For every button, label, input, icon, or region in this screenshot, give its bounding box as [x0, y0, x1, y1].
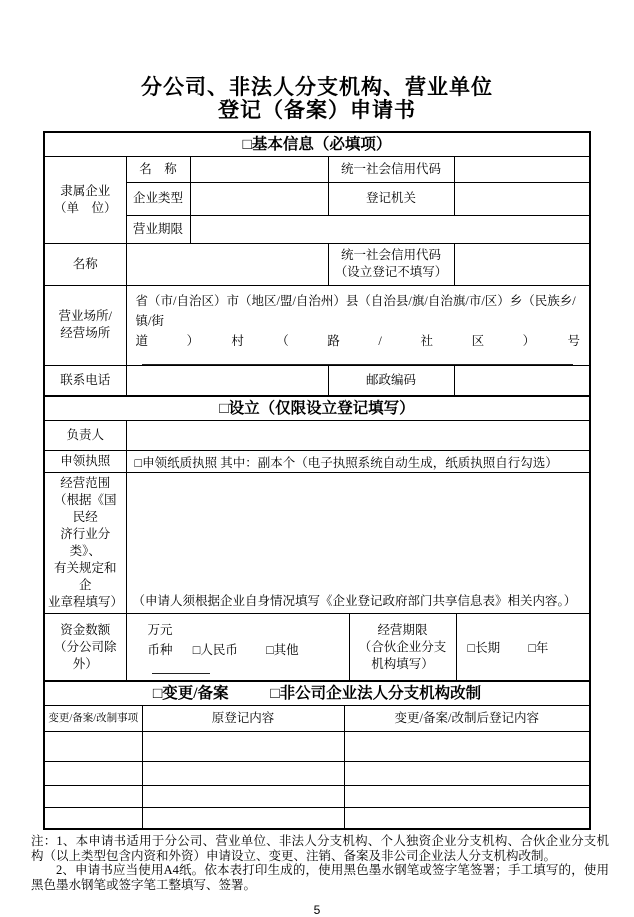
currency-rmb-checkbox[interactable]: □ — [192, 643, 201, 657]
premises-label-cell — [45, 285, 126, 365]
page-number: 5 — [313, 903, 321, 917]
premises-label-line2: 经营场所 — [60, 326, 111, 340]
branch-uscc-label-cell — [328, 243, 454, 285]
term-label-line1: 经营期限 — [377, 622, 428, 637]
branch-uscc-label-line2: （设立登记不填写） — [334, 265, 448, 279]
basic-section-label: 基本信息（必填项） — [251, 136, 392, 153]
parent-type-label: 企业类型 — [126, 182, 190, 215]
form-title — [0, 0, 634, 122]
change-section-label: 变更/备案 — [162, 685, 229, 702]
branch-uscc-field[interactable] — [454, 243, 589, 285]
change-row4-original-field[interactable] — [142, 807, 344, 828]
business-scope-field[interactable] — [126, 473, 589, 614]
form-title-line1: 分公司、非法人分支机构、营业单位 — [141, 75, 493, 99]
parent-enterprise-label-line1: 隶属企业 — [60, 183, 111, 198]
restructure-section-label: 非公司企业法人分支机构改制 — [279, 685, 482, 702]
premises-blank-line[interactable] — [142, 351, 573, 365]
change-row2-after-field[interactable] — [344, 761, 589, 785]
change-row3-item-field[interactable] — [45, 785, 142, 807]
form-title-line2: 登记（备案）申请书 — [218, 98, 416, 122]
scope-label-line3: 济行业分类》、 — [60, 527, 111, 558]
change-col-item-header: 变更/备案/改制事项 — [45, 706, 142, 731]
parent-enterprise-label-line2: （单 位） — [53, 200, 117, 215]
term-year-checkbox[interactable]: □ — [528, 641, 536, 655]
note-line2: 2、申请书应当使用A4纸。依本表打印生成的，使用黑色墨水钢笔或签字笔签署；手工填写的，使用黑色墨水钢笔或签字笔工整填写、签署。 — [31, 863, 609, 892]
premises-template-line2: 道 ） 村 （ 路 / 社 区 ） 号 — [135, 333, 580, 348]
currency-other-label: 其他 — [273, 643, 299, 657]
change-row3-original-field[interactable] — [142, 785, 344, 807]
currency-other-checkbox[interactable]: □ — [266, 643, 274, 657]
note-line1: 注：1、本申请书适用于分公司、营业单位、非法人分支机构、个人独资企业分支机构、合伙企业分支机构（以上类型包含内资和外资）申请设立、变更、注销、备案及非公司企业法人分支机构改制。 — [31, 834, 609, 863]
currency-other-blank[interactable] — [152, 662, 210, 674]
capital-label-line1: 资金数额 — [60, 622, 111, 637]
restructure-section-checkbox[interactable]: □ — [270, 685, 280, 702]
establish-table — [45, 421, 589, 682]
registration-authority-label: 登记机关 — [328, 182, 454, 215]
capital-label-cell — [45, 614, 126, 681]
parent-name-field[interactable] — [190, 157, 328, 182]
operating-term-options-cell — [456, 614, 589, 681]
license-label: 申领执照 — [45, 451, 126, 473]
registration-authority-field[interactable] — [454, 182, 589, 215]
paper-license-text: 申领纸质执照 其中：副本个（电子执照系统自动生成，纸质执照自行勾选） — [142, 455, 558, 470]
scope-label-line1: 经营范围 — [60, 476, 111, 490]
change-row4-after-field[interactable] — [344, 807, 589, 828]
business-term-field[interactable] — [190, 215, 589, 243]
license-option-cell — [126, 451, 589, 473]
change-section-checkbox[interactable]: □ — [152, 685, 163, 702]
change-row4-item-field[interactable] — [45, 807, 142, 828]
section-establish-header — [45, 396, 589, 421]
branch-uscc-label-line1: 统一社会信用代码 — [340, 248, 441, 262]
currency-rmb-label: 人民币 — [200, 643, 238, 657]
change-col-after-header: 变更/备案/改制后登记内容 — [344, 706, 589, 731]
parent-name-label: 名 称 — [126, 157, 190, 182]
branch-name-field[interactable] — [126, 243, 328, 285]
application-form-table — [43, 131, 591, 830]
branch-name-label: 名称 — [45, 243, 126, 285]
change-row1-original-field[interactable] — [142, 731, 344, 761]
form-notes — [31, 834, 609, 892]
establish-section-checkbox[interactable]: □ — [219, 399, 229, 417]
term-label-line2: （合伙企业分支 — [358, 639, 447, 654]
change-row2-item-field[interactable] — [45, 761, 142, 785]
change-row1-after-field[interactable] — [344, 731, 589, 761]
business-scope-note: （申请人须根据企业自身情况填写《企业登记政府部门共享信息表》相关内容。） — [132, 594, 577, 608]
section-basic-header — [45, 133, 589, 157]
premises-label-line1: 营业场所/ — [58, 309, 112, 323]
change-row1-item-field[interactable] — [45, 731, 142, 761]
parent-type-field[interactable] — [190, 182, 328, 215]
scope-label-line5: 业章程填写） — [48, 595, 124, 609]
currency-row — [148, 640, 349, 680]
paper-license-checkbox[interactable]: □ — [134, 455, 143, 470]
phone-label: 联系电话 — [45, 365, 126, 395]
phone-field[interactable] — [126, 365, 328, 395]
capital-unit-label: 万元 — [147, 623, 173, 637]
change-col-original-header: 原登记内容 — [142, 706, 344, 731]
principal-label: 负责人 — [45, 421, 126, 451]
business-term-label: 营业期限 — [126, 215, 190, 243]
term-label-line3: 机构填写） — [371, 656, 434, 671]
operating-term-label-cell — [349, 614, 456, 681]
postal-code-label: 邮政编码 — [328, 365, 454, 395]
postal-code-field[interactable] — [454, 365, 589, 395]
establish-section-label: 设立（仅限设立登记填写） — [228, 399, 415, 417]
term-year-label: 年 — [535, 641, 549, 655]
capital-field-cell[interactable] — [126, 614, 349, 681]
currency-label: 币种 — [147, 643, 173, 657]
parent-uscc-field[interactable] — [454, 157, 589, 182]
premises-field[interactable] — [126, 285, 589, 365]
parent-enterprise-label-cell — [45, 157, 126, 243]
premises-template-line1: 省（市/自治区）市（地区/盟/自治州）县（自治县/旗/自治旗/市/区）乡（民族乡/镇/街 — [135, 293, 576, 328]
capital-label-line2: （分公司除外） — [53, 639, 117, 671]
parent-uscc-label: 统一社会信用代码 — [328, 157, 454, 182]
scope-label-line2: （根据《国民经 — [53, 493, 117, 524]
change-row3-after-field[interactable] — [344, 785, 589, 807]
basic-info-table — [45, 157, 589, 396]
basic-section-checkbox[interactable]: □ — [242, 136, 252, 153]
change-table — [45, 706, 589, 828]
principal-field[interactable] — [126, 421, 589, 451]
scope-label-line4: 有关规定和企 — [53, 561, 117, 592]
section-change-header — [45, 681, 589, 706]
term-long-label: 长期 — [475, 641, 501, 655]
term-long-checkbox[interactable]: □ — [467, 641, 476, 655]
business-scope-label-cell — [45, 473, 126, 614]
change-row2-original-field[interactable] — [142, 761, 344, 785]
